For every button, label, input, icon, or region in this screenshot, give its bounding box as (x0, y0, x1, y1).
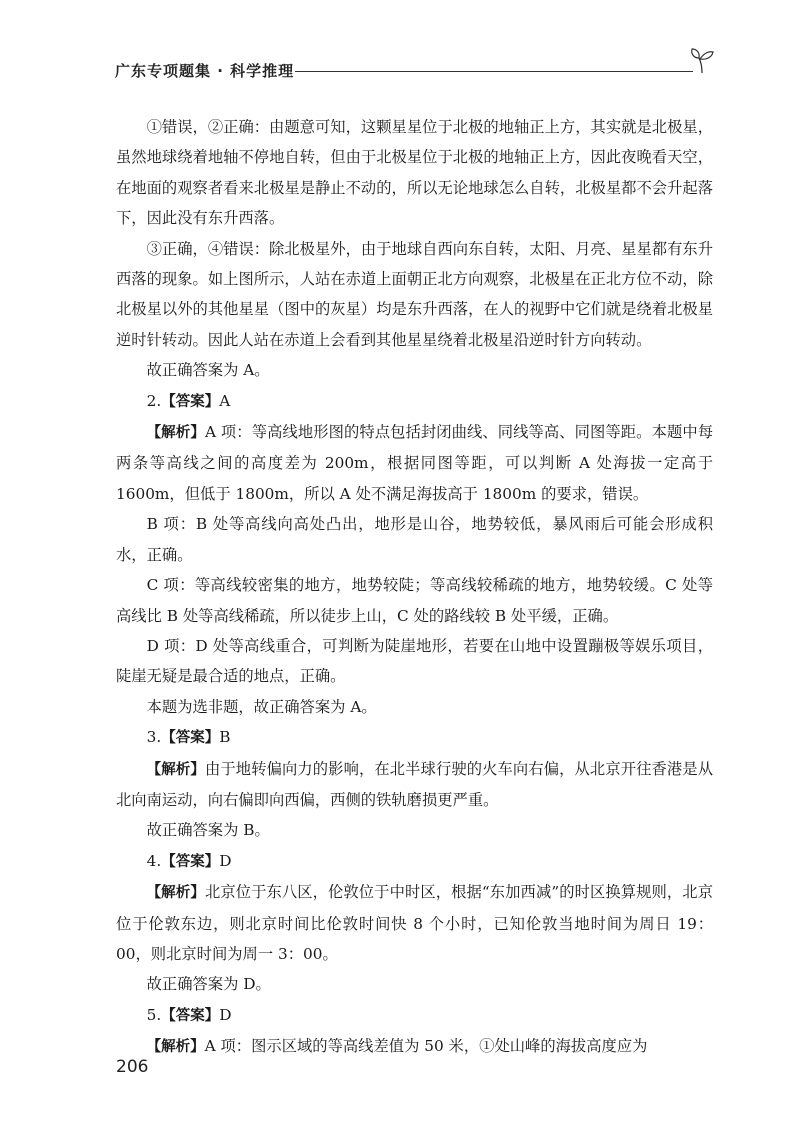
q5-answer-line (116, 1000, 713, 1031)
q3-analysis: 【解析】由于地转偏向力的影响，在北半球行驶的火车向右偏，从北京开往香港是从北向南运动，向右偏即向西偏，西侧的铁轨磨损更严重。 (116, 759, 713, 809)
q2-answer-tag: 【答案】 (161, 393, 220, 410)
q3-conclusion: 故正确答案为 B。 (146, 821, 270, 840)
q4-conclusion: 故正确答案为 D。 (146, 975, 271, 994)
sprout-leaf-icon (689, 46, 715, 78)
q4-answer-tag: 【答案】 (161, 853, 220, 870)
page-number: 206 (116, 1057, 149, 1077)
q2-analysis-c: C 项：等高线较密集的地方，地势较陡；等高线较稀疏的地方，地势较缓。C 处等高线比 B 处等高线稀疏，所以徒步上山，C 处的路线较 B 处平缓，正确。 (116, 576, 713, 625)
q5-number: 5. (146, 1005, 162, 1024)
q4-number: 4. (146, 851, 162, 870)
q4-answer-line (116, 846, 713, 877)
q2-analysis-a: 【解析】A 项：等高线地形图的特点包括封闭曲线、同线等高、同图等距。本题中每两条等高线之间的高度差为 200m，根据同图等距，可以判断 A 处海拔一定高于 1600m，但低于 1800m，所以 A 处不满足海拔高于 1800m 的要求，错误。 (116, 423, 714, 503)
q3-number: 3. (146, 728, 162, 747)
q2-number: 2. (146, 391, 162, 410)
q3-answer-tag: 【答案】 (161, 730, 220, 747)
q2-analysis-d: D 项：D 处等高线重合，可判断为陡崖地形，若要在山地中设置蹦极等娱乐项目，陡崖无疑是最合适的地点，正确。 (116, 636, 713, 686)
q2-answer: A (219, 391, 231, 410)
q5-analysis: 【解析】A 项：图示区域的等高线差值为 50 米，①处山峰的海拔高度应为 (146, 1037, 648, 1056)
q5-analysis-tag: 【解析】 (146, 1039, 205, 1056)
q1-conclusion: 故正确答案为 A。 (146, 361, 270, 380)
q1-analysis-para-1: ①错误，②正确：由题意可知，这颗星星位于北极的地轴正上方，其实就是北极星，虽然地球绕着地轴不停地自转，但由于北极星位于北极的地轴正上方，因此夜晚看天空，在地面的观察者看来北极星是静止不动的，所以无论地球怎么自转，北极星都不会升起落下，因此没有东升西落。 (116, 118, 713, 228)
q5-answer-tag: 【答案】 (161, 1007, 220, 1024)
header-title: 广东专项题集 · 科学推理 (115, 60, 300, 81)
q3-answer-line (116, 722, 713, 753)
q3-answer: B (219, 728, 231, 747)
q3-analysis-tag: 【解析】 (146, 761, 205, 778)
q4-answer: D (219, 851, 232, 870)
q2-analysis-b: B 项：B 处等高线向高处凸出，地形是山谷，地势较低，暴风雨后可能会形成积水，正确。 (116, 515, 713, 564)
q2-answer-line (116, 386, 713, 417)
q2-conclusion: 本题为选非题，故正确答案为 A。 (146, 697, 377, 716)
page-body (116, 112, 713, 1063)
q4-analysis-tag: 【解析】 (146, 885, 205, 902)
q4-analysis: 【解析】北京位于东八区，伦敦位于中时区，根据“东加西减”的时区换算规则，北京位于伦敦东边，则北京时间比伦敦时间快 8 个小时，已知伦敦当地时间为周日 19：00，则北京时间为周一 3：00。 (116, 883, 713, 963)
running-header (115, 60, 715, 90)
q5-answer: D (219, 1005, 232, 1024)
q1-analysis-para-2: ③正确，④错误：除北极星外，由于地球自西向东自转，太阳、月亮、星星都有东升西落的现象。如上图所示，人站在赤道上面朝正北方向观察，北极星在正北方位不动，除北极星以外的其他星星（图中的灰星）均是东升西落，在人的视野中它们就是绕着北极星逆时针转动。因此人站在赤道上会看到其他星星绕着北极星沿逆时针方向转动。 (116, 239, 713, 349)
header-rule (295, 71, 693, 72)
q2-analysis-tag: 【解析】 (146, 425, 205, 442)
